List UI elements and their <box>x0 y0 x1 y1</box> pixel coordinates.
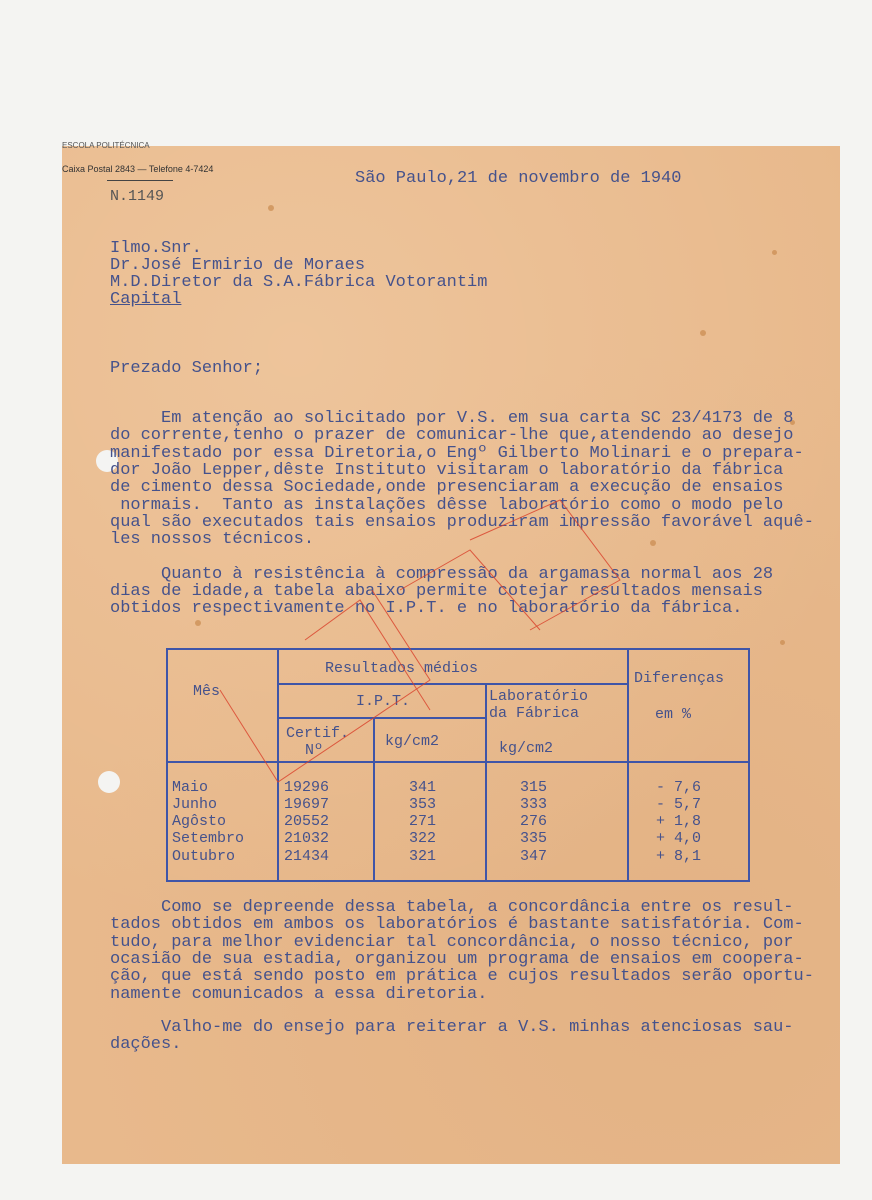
body-line: namente comunicados a essa diretoria. <box>110 985 488 1004</box>
cell-month: Agôsto <box>172 813 227 830</box>
header-results: Resultados médios <box>325 660 479 677</box>
body-line: do corrente,tenho o prazer de comunicar-lhe que,atendendo ao desejo <box>110 426 794 445</box>
recipient-line: Ilmo.Snr. <box>110 239 202 258</box>
cell-diff: - 5,7 <box>656 796 702 813</box>
header-cert: Certif. <box>286 725 350 742</box>
cell-ipt: 353 <box>409 796 437 813</box>
cell-lab: 347 <box>520 848 548 865</box>
cell-lab: 315 <box>520 779 548 796</box>
cell-month: Junho <box>172 796 218 813</box>
body-line: les nossos técnicos. <box>110 530 315 549</box>
body-line: tudo, para melhor evidenciar tal concordância, o nosso técnico, por <box>110 933 794 952</box>
cell-cert: 21032 <box>284 830 330 847</box>
recipient-line: M.D.Diretor da S.A.Fábrica Votorantim <box>110 273 488 292</box>
body-line: dor João Lepper,dêste Instituto visitaram o laboratório da fábrica <box>110 461 784 480</box>
body-line: dias de idade,a tabela abaixo permite cotejar resultados mensais <box>110 582 763 601</box>
header-diff: Diferenças <box>634 670 725 687</box>
body-line: normais. Tanto as instalações dêsse laboratório como o modo pelo <box>110 496 784 515</box>
stamp-box <box>470 500 620 630</box>
cell-lab: 335 <box>520 830 548 847</box>
cell-ipt: 322 <box>409 830 437 847</box>
header-diff: em % <box>655 706 692 723</box>
cell-cert: 19697 <box>284 796 330 813</box>
body-line: manifestado por essa Diretoria,o Engº Gilberto Molinari e o prepara- <box>110 444 804 463</box>
cell-month: Setembro <box>172 830 245 847</box>
cell-cert: 21434 <box>284 848 330 865</box>
body-line: tados obtidos em ambos os laboratórios é bastante satisfatória. Com- <box>110 915 804 934</box>
header-lab: Laboratório <box>489 688 589 705</box>
cell-ipt: 321 <box>409 848 437 865</box>
cell-lab: 276 <box>520 813 548 830</box>
cell-lab: 333 <box>520 796 548 813</box>
cell-diff: + 1,8 <box>656 813 702 830</box>
cell-ipt: 341 <box>409 779 437 796</box>
cell-ipt: 271 <box>409 813 437 830</box>
header-month: Mês <box>193 683 221 700</box>
cell-diff: + 8,1 <box>656 848 702 865</box>
cell-cert: 19296 <box>284 779 330 796</box>
recipient-line: Capital <box>110 290 182 309</box>
header-cert: Nº <box>305 742 324 759</box>
body-line: ção, que está sendo posto em prática e cujos resultados serão oportu- <box>110 967 814 986</box>
recipient-line: Dr.José Ermirio de Moraes <box>110 256 366 275</box>
cell-month: Outubro <box>172 848 236 865</box>
body-line: dações. <box>110 1035 182 1054</box>
reference-number: N.1149 <box>110 188 165 205</box>
header-ipt: I.P.T. <box>356 693 411 710</box>
body-line: qual são executados tais ensaios produziram impressão favorável aquê- <box>110 513 814 532</box>
header-kg-lab: kg/cm2 <box>499 740 554 757</box>
body-line: ocasião de sua estadia, organizou um programa de ensaios em coopera- <box>110 950 804 969</box>
cell-diff: - 7,6 <box>656 779 702 796</box>
letterhead-contact: Caixa Postal 2843 — Telefone 4-7424 <box>62 164 214 174</box>
body-line: Como se depreende dessa tabela, a concordância entre os resul- <box>110 898 794 917</box>
body-line: Valho-me do ensejo para reiterar a V.S. minhas atenciosas sau- <box>110 1018 794 1037</box>
cell-cert: 20552 <box>284 813 330 830</box>
letterhead-institution: ESCOLA POLITÉCNICA <box>62 141 150 150</box>
salutation: Prezado Senhor; <box>110 359 264 378</box>
place-date: São Paulo,21 de novembro de 1940 <box>355 169 682 188</box>
body-line: Quanto à resistência à compressão da argamassa normal aos 28 <box>110 565 774 584</box>
header-lab: da Fábrica <box>489 705 580 722</box>
body-line: de cimento dessa Sociedade,onde presenciaram a execução de ensaios <box>110 478 784 497</box>
body-line: obtidos respectivamente no I.P.T. e no laboratório da fábrica. <box>110 599 743 618</box>
stamp-box <box>305 600 430 710</box>
header-kg-ipt: kg/cm2 <box>385 733 440 750</box>
stamp-box <box>220 590 430 782</box>
cell-diff: + 4,0 <box>656 830 702 847</box>
body-line: Em atenção ao solicitado por V.S. em sua carta SC 23/4173 de 8 <box>110 409 794 428</box>
stamp-box <box>400 550 540 630</box>
cell-month: Maio <box>172 779 209 796</box>
